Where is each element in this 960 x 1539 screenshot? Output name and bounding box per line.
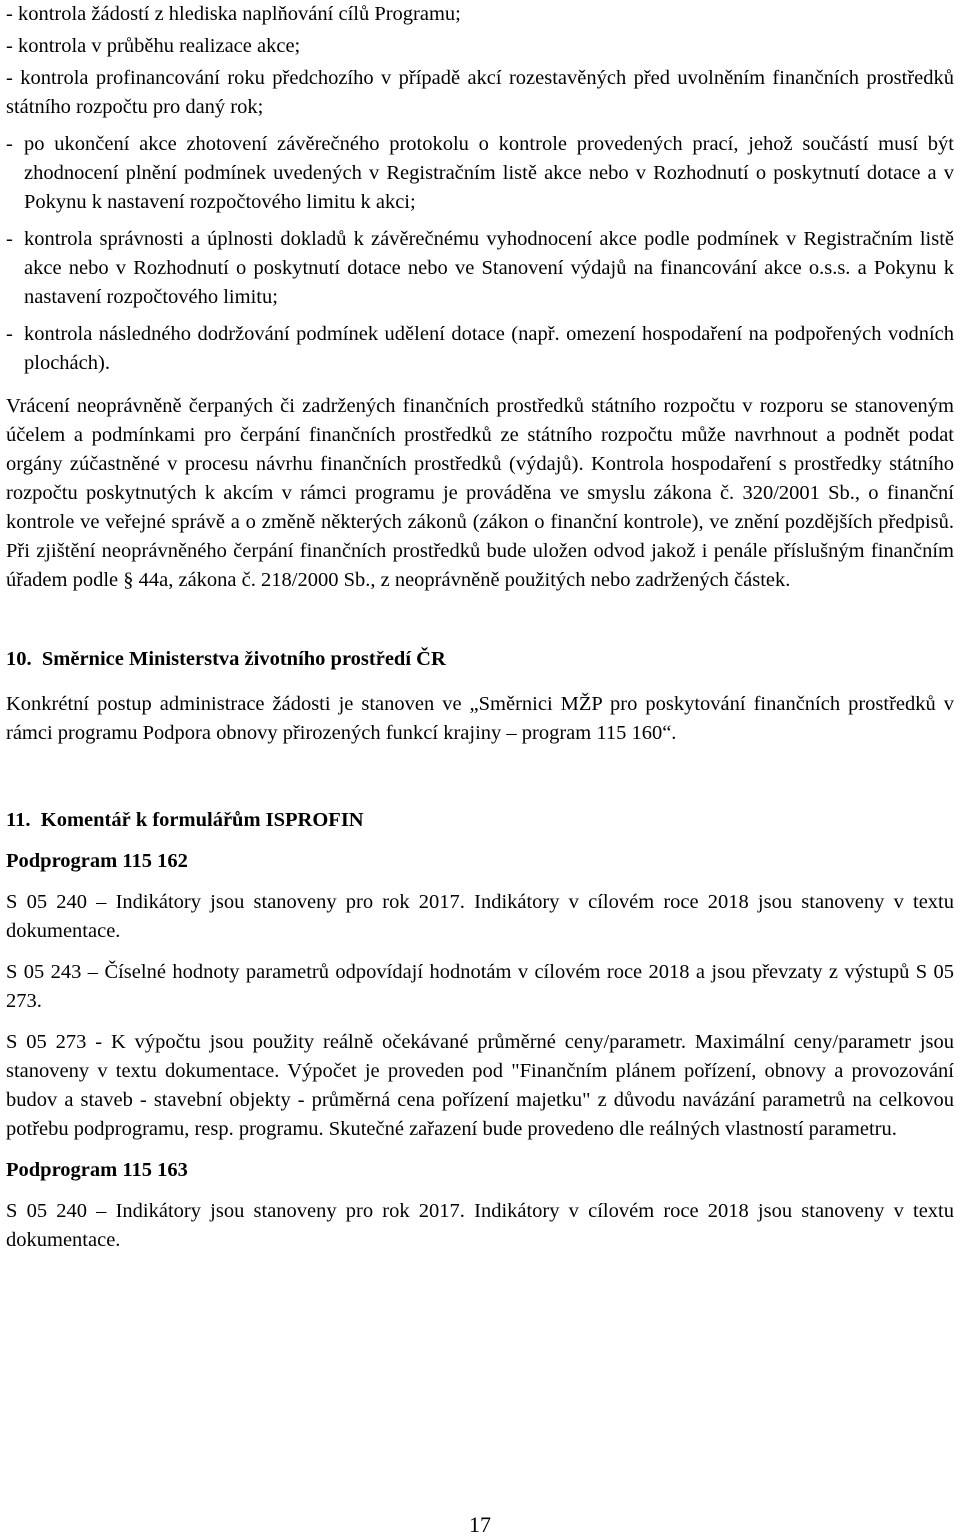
list-item-text: po ukončení akce zhotovení závěrečného protokolu o kontrole provedených prací, jehož součástí musí být zhodnocení plnění podmínek uvedených v Registračním listě akce nebo v Rozhodnutí o poskytnutí dotace a v Pokynu k nastavení rozpočtového limitu k akci; [24, 133, 954, 213]
list-item-text: kontrola správnosti a úplnosti dokladů k závěrečnému vyhodnocení akce podle podmínek v Registračním listě akce nebo v Rozhodnutí o poskytnutí dotace nebo ve Stanovení výdajů na financování akce o.s.s. a Pokynu k nastavení rozpočtového limitu; [24, 228, 954, 308]
form-note: S 05 240 – Indikátory jsou stanoveny pro rok 2017. Indikátory v cílovém roce 2018 jsou stanoveny v textu dokumentace. [6, 1200, 954, 1251]
section-number: 11. [6, 809, 31, 831]
control-list [6, 0, 954, 378]
form-note: S 05 240 – Indikátory jsou stanoveny pro rok 2017. Indikátory v cílovém roce 2018 jsou stanoveny v textu dokumentace. [6, 891, 954, 942]
section-10 [6, 645, 954, 748]
bullet-dash: - [6, 3, 13, 25]
bullet-dash: - [6, 228, 13, 250]
page-number: 17 [469, 1512, 491, 1537]
subprogram-title: Podprogram 115 162 [6, 850, 188, 872]
section-11 [6, 806, 954, 1255]
list-item-text: kontrola v průběhu realizace akce; [17, 35, 301, 57]
list-item [6, 130, 954, 217]
list-item [6, 64, 954, 122]
list-item [6, 225, 954, 312]
list-item-text: kontrola profinancování roku předchozího v případě akcí rozestavěných před uvolněním finančních prostředků státního rozpočtu pro daný rok; [6, 67, 954, 118]
section-heading [6, 806, 954, 835]
section-title: Směrnice Ministerstva životního prostředí ČR [41, 648, 446, 670]
section-title: Komentář k formulářům ISPROFIN [40, 809, 364, 831]
list-item [6, 32, 954, 61]
section-text: Konkrétní postup administrace žádosti je stanoven ve „Směrnici MŽP pro poskytování finančních prostředků v rámci programu Podpora obnovy přirozených funkcí krajiny – program 115 160“. [6, 693, 954, 744]
list-item [6, 0, 954, 29]
section-heading [6, 645, 954, 674]
list-item-text: kontrola žádostí z hlediska naplňování cílů Programu; [17, 3, 461, 25]
bullet-dash: - [6, 323, 13, 345]
subprogram-title: Podprogram 115 163 [6, 1159, 188, 1181]
bullet-dash: - [6, 35, 13, 57]
refund-paragraph: Vrácení neoprávněně čerpaných či zadržených finančních prostředků státního rozpočtu v rozporu se stanoveným účelem a podmínkami pro čerpání finančních prostředků ze státního rozpočtu může navrhnout a podnět podat orgány zúčastněné v procesu návrhu finančních prostředků (výdajů). Kontrola hospodaření s prostředky státního rozpočtu poskytnutých k akcím v rámci programu je prováděna ve smyslu zákona č. 320/2001 Sb., o finanční kontrole ve veřejné správě a o změně některých zákonů (zákon o finanční kontrole), ve znění pozdějších předpisů. Při zjištění neoprávněného čerpání finančních prostředků bude uložen odvod jakož i penále příslušným finančním úřadem podle § 44a, zákona č. 218/2000 Sb., z neoprávněně použitých nebo zadržených částek. [6, 395, 954, 591]
bullet-dash: - [6, 133, 13, 155]
bullet-dash: - [6, 67, 13, 89]
list-item-text: kontrola následného dodržování podmínek udělení dotace (např. omezení hospodaření na podpořených vodních plochách). [24, 323, 954, 374]
form-note: S 05 243 – Číselné hodnoty parametrů odpovídají hodnotám v cílovém roce 2018 a jsou převzaty z výstupů S 05 273. [6, 961, 954, 1012]
form-note: S 05 273 - K výpočtu jsou použity reálně očekávané průměrné ceny/parametr. Maximální ceny/parametr jsou stanoveny v textu dokumentace. Výpočet je proveden pod "Finančním plánem pořízení, obnovy a provozování budov a staveb - stavební objekty - průměrná cena pořízení majetku" z důvodu navázání parametrů na celkovou potřebu podprogramu, resp. programu. Skutečné zařazení bude provedeno dle reálných vlastností parametru. [6, 1031, 954, 1140]
section-number: 10. [6, 648, 32, 670]
list-item [6, 320, 954, 378]
